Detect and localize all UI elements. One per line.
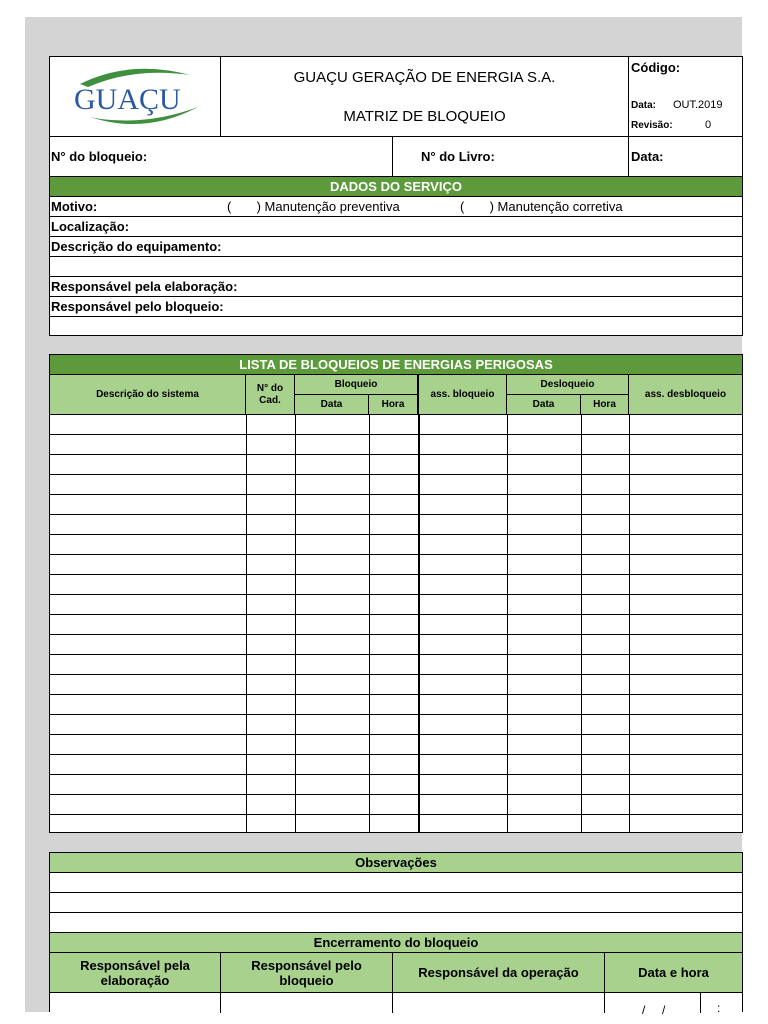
cell-bloqueio-hora[interactable] bbox=[370, 695, 419, 715]
cell-bloqueio-hora[interactable] bbox=[370, 535, 419, 555]
cell-desbloqueio-data[interactable] bbox=[508, 555, 582, 575]
table-row bbox=[50, 795, 742, 815]
cell-cad[interactable] bbox=[247, 595, 296, 615]
col-bloqueio-data-header: Data bbox=[295, 395, 369, 415]
cell-descricao[interactable] bbox=[50, 795, 247, 815]
col-ass-desbloqueio-header: ass. desbloqueio bbox=[629, 375, 742, 415]
code-cell bbox=[629, 57, 742, 137]
cell-desbloqueio-hora[interactable] bbox=[582, 755, 630, 775]
cell-ass-bloqueio[interactable] bbox=[419, 515, 508, 535]
resp-elaboracao-field[interactable] bbox=[50, 277, 742, 297]
table-row bbox=[50, 695, 742, 715]
cell-ass-bloqueio[interactable] bbox=[419, 495, 508, 515]
cell-cad[interactable] bbox=[247, 535, 296, 555]
cell-ass-desbloqueio[interactable] bbox=[630, 795, 743, 815]
cell-bloqueio-data[interactable] bbox=[296, 655, 370, 675]
cell-cad[interactable] bbox=[247, 415, 296, 435]
cell-desbloqueio-data[interactable] bbox=[508, 775, 582, 795]
cell-ass-bloqueio[interactable] bbox=[419, 635, 508, 655]
cell-desbloqueio-data[interactable] bbox=[508, 415, 582, 435]
cell-cad[interactable] bbox=[247, 815, 296, 833]
cell-bloqueio-hora[interactable] bbox=[370, 795, 419, 815]
cell-desbloqueio-data[interactable] bbox=[508, 615, 582, 635]
data-value: OUT.2019 bbox=[673, 99, 723, 111]
cell-descricao[interactable] bbox=[50, 635, 247, 655]
cell-ass-desbloqueio[interactable] bbox=[630, 515, 743, 535]
observacoes-line-3[interactable] bbox=[50, 913, 742, 933]
cell-bloqueio-hora[interactable] bbox=[370, 815, 419, 833]
cell-ass-desbloqueio[interactable] bbox=[630, 815, 743, 833]
cell-desbloqueio-data[interactable] bbox=[508, 755, 582, 775]
resp-elaboracao-label: Responsável pela elaboração: bbox=[51, 279, 238, 294]
cell-cad[interactable] bbox=[247, 795, 296, 815]
cell-cad[interactable] bbox=[247, 575, 296, 595]
cell-ass-desbloqueio[interactable] bbox=[630, 595, 743, 615]
cell-bloqueio-data[interactable] bbox=[296, 615, 370, 635]
cell-bloqueio-data[interactable] bbox=[296, 795, 370, 815]
cell-bloqueio-data[interactable] bbox=[296, 595, 370, 615]
cell-descricao[interactable] bbox=[50, 495, 247, 515]
cell-bloqueio-data[interactable] bbox=[296, 815, 370, 833]
cell-bloqueio-hora[interactable] bbox=[370, 755, 419, 775]
cell-bloqueio-hora[interactable] bbox=[370, 515, 419, 535]
enc-date-field[interactable] bbox=[605, 993, 701, 1017]
cell-descricao[interactable] bbox=[50, 815, 247, 833]
cell-ass-bloqueio[interactable] bbox=[419, 415, 508, 435]
table-row bbox=[50, 735, 742, 755]
table-row bbox=[50, 635, 742, 655]
cell-desbloqueio-hora[interactable] bbox=[582, 495, 630, 515]
table-row bbox=[50, 555, 742, 575]
document-title: MATRIZ DE BLOQUEIO bbox=[343, 108, 506, 125]
cell-desbloqueio-data[interactable] bbox=[508, 435, 582, 455]
cell-ass-desbloqueio[interactable] bbox=[630, 415, 743, 435]
resp-bloqueio-field[interactable] bbox=[50, 297, 742, 317]
cell-desbloqueio-hora[interactable] bbox=[582, 675, 630, 695]
company-name: GUAÇU GERAÇÃO DE ENERGIA S.A. bbox=[293, 69, 556, 86]
cell-cad[interactable] bbox=[247, 495, 296, 515]
livro-number-field[interactable] bbox=[393, 137, 629, 177]
cell-ass-desbloqueio[interactable] bbox=[630, 775, 743, 795]
col-descricao-header: Descrição do sistema bbox=[50, 375, 246, 415]
cell-bloqueio-data[interactable] bbox=[296, 775, 370, 795]
cell-descricao[interactable] bbox=[50, 615, 247, 635]
cell-bloqueio-hora[interactable] bbox=[370, 435, 419, 455]
cell-descricao[interactable] bbox=[50, 735, 247, 755]
enc-time-colon: : bbox=[717, 1001, 721, 1015]
cell-bloqueio-hora[interactable] bbox=[370, 595, 419, 615]
title-cell bbox=[221, 57, 629, 137]
cell-descricao[interactable] bbox=[50, 415, 247, 435]
enc-sign-elaboracao[interactable] bbox=[50, 993, 221, 1013]
cell-bloqueio-data[interactable] bbox=[296, 695, 370, 715]
cell-desbloqueio-hora[interactable] bbox=[582, 415, 630, 435]
cell-bloqueio-data[interactable] bbox=[296, 475, 370, 495]
cell-ass-desbloqueio[interactable] bbox=[630, 675, 743, 695]
table-row bbox=[50, 675, 742, 695]
data-label: Data: bbox=[631, 100, 657, 111]
cell-ass-desbloqueio[interactable] bbox=[630, 435, 743, 455]
table-row bbox=[50, 435, 742, 455]
table-row bbox=[50, 535, 742, 555]
col-bloqueio-hora-header: Hora bbox=[369, 395, 418, 415]
enc-sign-operacao[interactable] bbox=[393, 993, 605, 1013]
table-row bbox=[50, 515, 742, 535]
cell-desbloqueio-hora[interactable] bbox=[582, 795, 630, 815]
cell-ass-desbloqueio[interactable] bbox=[630, 695, 743, 715]
revisao-label: Revisão: bbox=[631, 120, 673, 131]
cell-ass-desbloqueio[interactable] bbox=[630, 575, 743, 595]
cell-desbloqueio-data[interactable] bbox=[508, 455, 582, 475]
cell-desbloqueio-hora[interactable] bbox=[582, 775, 630, 795]
cell-bloqueio-hora[interactable] bbox=[370, 615, 419, 635]
cell-desbloqueio-hora[interactable] bbox=[582, 735, 630, 755]
service-form bbox=[49, 56, 743, 336]
table-row bbox=[50, 455, 742, 475]
cell-bloqueio-data[interactable] bbox=[296, 735, 370, 755]
cell-desbloqueio-data[interactable] bbox=[508, 695, 582, 715]
enc-col-operacao: Responsável da operação bbox=[393, 953, 605, 993]
table-row bbox=[50, 595, 742, 615]
cell-ass-bloqueio[interactable] bbox=[419, 775, 508, 795]
cell-desbloqueio-data[interactable] bbox=[508, 735, 582, 755]
cell-descricao[interactable] bbox=[50, 715, 247, 735]
cell-bloqueio-data[interactable] bbox=[296, 755, 370, 775]
cell-cad[interactable] bbox=[247, 615, 296, 635]
cell-bloqueio-hora[interactable] bbox=[370, 635, 419, 655]
cell-descricao[interactable] bbox=[50, 575, 247, 595]
cell-cad[interactable] bbox=[247, 455, 296, 475]
cell-descricao[interactable] bbox=[50, 535, 247, 555]
cell-ass-bloqueio[interactable] bbox=[419, 695, 508, 715]
cell-bloqueio-hora[interactable] bbox=[370, 675, 419, 695]
motivo-label: Motivo: bbox=[51, 199, 98, 214]
cell-bloqueio-hora[interactable] bbox=[370, 655, 419, 675]
cell-desbloqueio-data[interactable] bbox=[508, 495, 582, 515]
lock-table bbox=[50, 415, 742, 832]
table-row bbox=[50, 655, 742, 675]
descricao-field[interactable] bbox=[50, 237, 742, 257]
enc-date-slashes: / / bbox=[642, 1003, 666, 1017]
cell-descricao[interactable] bbox=[50, 595, 247, 615]
cell-ass-bloqueio[interactable] bbox=[419, 655, 508, 675]
cell-ass-bloqueio[interactable] bbox=[419, 555, 508, 575]
livro-number-label: N° do Livro: bbox=[421, 149, 495, 164]
cell-ass-bloqueio[interactable] bbox=[419, 795, 508, 815]
cell-ass-desbloqueio[interactable] bbox=[630, 615, 743, 635]
cell-desbloqueio-hora[interactable] bbox=[582, 575, 630, 595]
cell-ass-bloqueio[interactable] bbox=[419, 575, 508, 595]
cell-desbloqueio-hora[interactable] bbox=[582, 695, 630, 715]
cell-desbloqueio-data[interactable] bbox=[508, 655, 582, 675]
table-row bbox=[50, 755, 742, 775]
cell-ass-desbloqueio[interactable] bbox=[630, 735, 743, 755]
cell-desbloqueio-hora[interactable] bbox=[582, 615, 630, 635]
cell-bloqueio-data[interactable] bbox=[296, 675, 370, 695]
cell-desbloqueio-data[interactable] bbox=[508, 515, 582, 535]
encerramento-title: Encerramento do bloqueio bbox=[50, 933, 742, 953]
cell-desbloqueio-data[interactable] bbox=[508, 575, 582, 595]
cell-cad[interactable] bbox=[247, 635, 296, 655]
observacoes-line-1[interactable] bbox=[50, 873, 742, 893]
lock-list bbox=[49, 354, 743, 833]
cell-bloqueio-hora[interactable] bbox=[370, 715, 419, 735]
cell-ass-desbloqueio[interactable] bbox=[630, 455, 743, 475]
cell-ass-bloqueio[interactable] bbox=[419, 535, 508, 555]
cell-bloqueio-data[interactable] bbox=[296, 555, 370, 575]
guacu-logo bbox=[50, 57, 221, 137]
cell-bloqueio-hora[interactable] bbox=[370, 575, 419, 595]
cell-cad[interactable] bbox=[247, 735, 296, 755]
cell-bloqueio-hora[interactable] bbox=[370, 475, 419, 495]
cell-descricao[interactable] bbox=[50, 435, 247, 455]
table-row bbox=[50, 815, 742, 833]
col-desbloqueio-header: Desloqueio bbox=[507, 375, 629, 395]
cell-desbloqueio-hora[interactable] bbox=[582, 435, 630, 455]
motivo-row bbox=[50, 197, 742, 217]
cell-bloqueio-hora[interactable] bbox=[370, 555, 419, 575]
cell-ass-bloqueio[interactable] bbox=[419, 755, 508, 775]
codigo-label: Código: bbox=[631, 60, 681, 75]
logo-text: GUAÇU bbox=[74, 83, 181, 116]
cell-ass-bloqueio[interactable] bbox=[419, 595, 508, 615]
lista-title: LISTA DE BLOQUEIOS DE ENERGIAS PERIGOSAS bbox=[50, 355, 742, 375]
lock-rows-area bbox=[50, 415, 742, 832]
table-row bbox=[50, 715, 742, 735]
col-cad-header: N° do Cad. bbox=[246, 375, 295, 415]
cell-cad[interactable] bbox=[247, 435, 296, 455]
col-ass-bloqueio-header: ass. bloqueio bbox=[418, 375, 507, 415]
date-field[interactable] bbox=[629, 137, 742, 177]
table-row bbox=[50, 615, 742, 635]
descricao-label: Descrição do equipamento: bbox=[51, 239, 222, 254]
table-row bbox=[50, 575, 742, 595]
table-row bbox=[50, 475, 742, 495]
localizacao-field[interactable] bbox=[50, 217, 742, 237]
cell-bloqueio-data[interactable] bbox=[296, 715, 370, 735]
col-desbloqueio-data-header: Data bbox=[507, 395, 581, 415]
enc-time-field[interactable] bbox=[701, 993, 742, 1013]
descricao-extra-line[interactable] bbox=[50, 257, 742, 277]
table-row bbox=[50, 775, 742, 795]
cell-desbloqueio-hora[interactable] bbox=[582, 555, 630, 575]
logo-cell bbox=[50, 57, 221, 137]
enc-col-elaboracao: Responsável pela elaboração bbox=[50, 953, 221, 993]
cell-desbloqueio-data[interactable] bbox=[508, 635, 582, 655]
cell-ass-bloqueio[interactable] bbox=[419, 455, 508, 475]
cell-cad[interactable] bbox=[247, 755, 296, 775]
observacoes-title: Observações bbox=[50, 853, 742, 873]
enc-sign-bloqueio[interactable] bbox=[221, 993, 393, 1013]
cell-descricao[interactable] bbox=[50, 655, 247, 675]
servico-section-title: DADOS DO SERVIÇO bbox=[50, 177, 742, 197]
corretiva-option[interactable]: ( ) Manutenção corretiva bbox=[460, 199, 623, 214]
cell-ass-desbloqueio[interactable] bbox=[630, 635, 743, 655]
cell-ass-bloqueio[interactable] bbox=[419, 615, 508, 635]
cell-ass-bloqueio[interactable] bbox=[419, 475, 508, 495]
cell-cad[interactable] bbox=[247, 775, 296, 795]
date-label: Data: bbox=[631, 149, 664, 164]
cell-descricao[interactable] bbox=[50, 755, 247, 775]
cell-bloqueio-data[interactable] bbox=[296, 535, 370, 555]
cell-bloqueio-hora[interactable] bbox=[370, 415, 419, 435]
cell-desbloqueio-hora[interactable] bbox=[582, 515, 630, 535]
cell-bloqueio-data[interactable] bbox=[296, 635, 370, 655]
cell-ass-bloqueio[interactable] bbox=[419, 675, 508, 695]
cell-bloqueio-data[interactable] bbox=[296, 495, 370, 515]
cell-cad[interactable] bbox=[247, 555, 296, 575]
revisao-value: 0 bbox=[705, 119, 712, 131]
cell-cad[interactable] bbox=[247, 475, 296, 495]
cell-ass-bloqueio[interactable] bbox=[419, 815, 508, 833]
cell-desbloqueio-hora[interactable] bbox=[582, 595, 630, 615]
cell-bloqueio-data[interactable] bbox=[296, 575, 370, 595]
cell-descricao[interactable] bbox=[50, 775, 247, 795]
cell-bloqueio-hora[interactable] bbox=[370, 455, 419, 475]
cell-bloqueio-hora[interactable] bbox=[370, 775, 419, 795]
cell-desbloqueio-data[interactable] bbox=[508, 675, 582, 695]
cell-desbloqueio-hora[interactable] bbox=[582, 455, 630, 475]
cell-desbloqueio-hora[interactable] bbox=[582, 655, 630, 675]
localizacao-label: Localização: bbox=[51, 219, 130, 234]
cell-ass-desbloqueio[interactable] bbox=[630, 535, 743, 555]
cell-bloqueio-data[interactable] bbox=[296, 435, 370, 455]
preventiva-option[interactable]: ( ) Manutenção preventiva bbox=[227, 199, 400, 214]
cell-desbloqueio-hora[interactable] bbox=[582, 535, 630, 555]
cell-ass-desbloqueio[interactable] bbox=[630, 655, 743, 675]
cell-cad[interactable] bbox=[247, 515, 296, 535]
col-desbloqueio-hora-header: Hora bbox=[581, 395, 629, 415]
bloqueio-number-field[interactable] bbox=[50, 137, 393, 177]
servico-extra-line[interactable] bbox=[50, 317, 742, 335]
cell-cad[interactable] bbox=[247, 655, 296, 675]
cell-desbloqueio-hora[interactable] bbox=[582, 475, 630, 495]
col-bloqueio-header: Bloqueio bbox=[295, 375, 418, 395]
cell-cad[interactable] bbox=[247, 695, 296, 715]
cell-descricao[interactable] bbox=[50, 455, 247, 475]
cell-bloqueio-data[interactable] bbox=[296, 515, 370, 535]
cell-bloqueio-hora[interactable] bbox=[370, 735, 419, 755]
cell-ass-bloqueio[interactable] bbox=[419, 715, 508, 735]
cell-desbloqueio-hora[interactable] bbox=[582, 815, 630, 833]
cell-ass-desbloqueio[interactable] bbox=[630, 495, 743, 515]
table-row bbox=[50, 495, 742, 515]
cell-desbloqueio-hora[interactable] bbox=[582, 635, 630, 655]
cell-descricao[interactable] bbox=[50, 675, 247, 695]
cell-bloqueio-data[interactable] bbox=[296, 415, 370, 435]
cell-cad[interactable] bbox=[247, 715, 296, 735]
cell-desbloqueio-data[interactable] bbox=[508, 475, 582, 495]
cell-ass-bloqueio[interactable] bbox=[419, 435, 508, 455]
cell-desbloqueio-data[interactable] bbox=[508, 715, 582, 735]
cell-cad[interactable] bbox=[247, 675, 296, 695]
cell-desbloqueio-data[interactable] bbox=[508, 795, 582, 815]
cell-ass-bloqueio[interactable] bbox=[419, 735, 508, 755]
cell-ass-desbloqueio[interactable] bbox=[630, 555, 743, 575]
cell-ass-desbloqueio[interactable] bbox=[630, 475, 743, 495]
cell-descricao[interactable] bbox=[50, 515, 247, 535]
bloqueio-number-label: N° do bloqueio: bbox=[51, 149, 148, 164]
enc-col-bloqueio: Responsável pelo bloqueio bbox=[221, 953, 393, 993]
enc-col-data-hora: Data e hora bbox=[605, 953, 742, 993]
cell-descricao[interactable] bbox=[50, 695, 247, 715]
cell-desbloqueio-data[interactable] bbox=[508, 535, 582, 555]
table-row bbox=[50, 415, 742, 435]
cell-ass-desbloqueio[interactable] bbox=[630, 755, 743, 775]
resp-bloqueio-label: Responsável pelo bloqueio: bbox=[51, 299, 224, 314]
cell-bloqueio-data[interactable] bbox=[296, 455, 370, 475]
closing-section bbox=[49, 852, 743, 1017]
cell-bloqueio-hora[interactable] bbox=[370, 495, 419, 515]
cell-desbloqueio-hora[interactable] bbox=[582, 715, 630, 735]
cell-ass-desbloqueio[interactable] bbox=[630, 715, 743, 735]
cell-desbloqueio-data[interactable] bbox=[508, 595, 582, 615]
cell-desbloqueio-data[interactable] bbox=[508, 815, 582, 833]
observacoes-line-2[interactable] bbox=[50, 893, 742, 913]
cell-descricao[interactable] bbox=[50, 475, 247, 495]
cell-descricao[interactable] bbox=[50, 555, 247, 575]
